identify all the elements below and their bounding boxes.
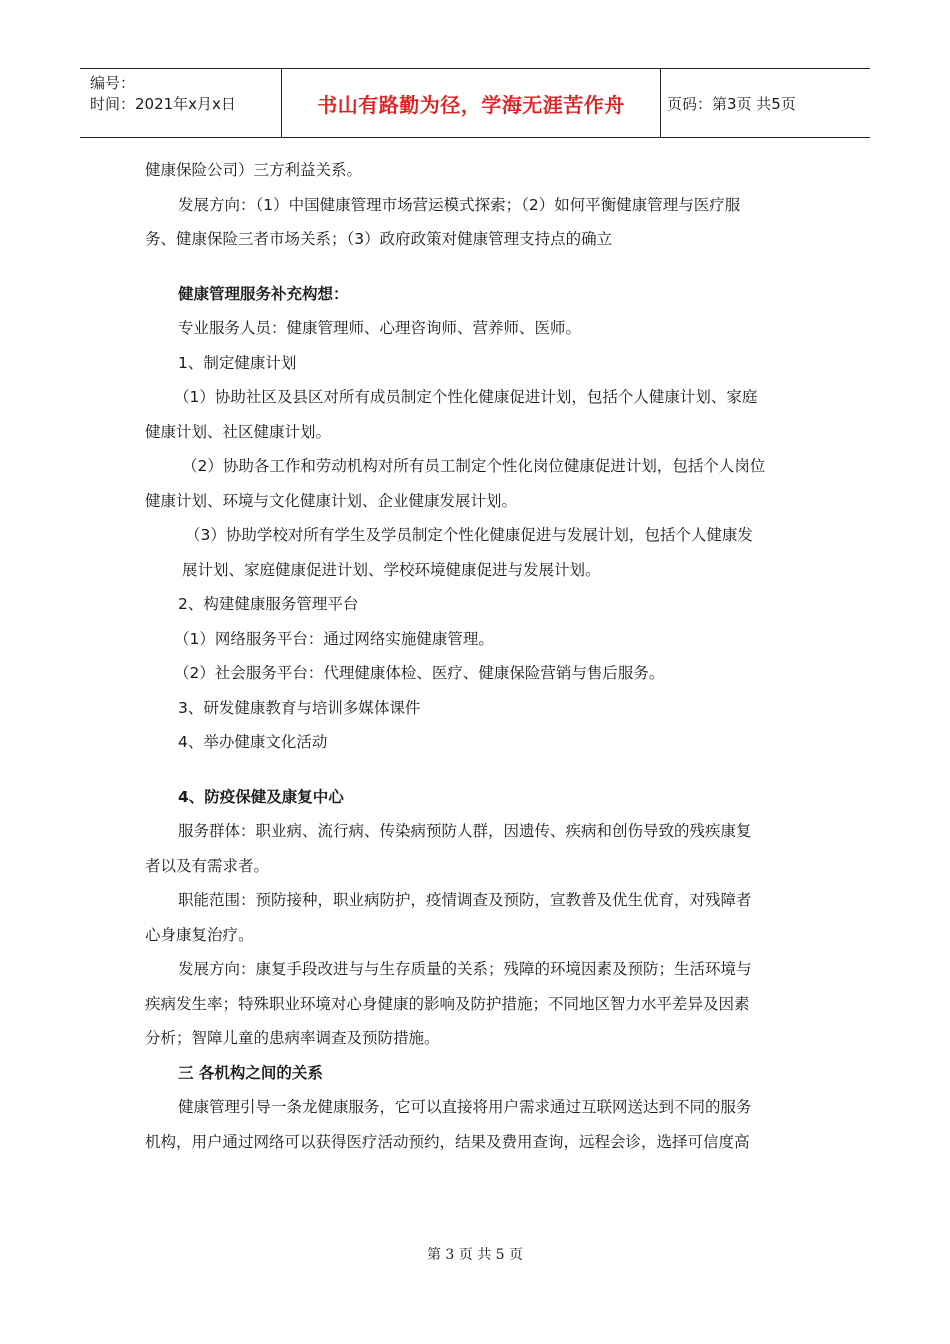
paragraph-line: 健康保险公司）三方利益关系。: [145, 161, 363, 179]
header-page-info: 页码：第3页 共5页: [667, 94, 796, 113]
list-item: 1、制定健康计划: [178, 353, 297, 372]
header-meta: [80, 69, 282, 137]
date-label: 时间：2021年x月x日: [90, 95, 236, 113]
list-item: 2、构建健康服务管理平台: [178, 595, 359, 613]
page-footer: 第 3 页 共 5 页: [426, 1247, 524, 1263]
section-heading: 三 各机构之间的关系: [178, 1063, 323, 1082]
paragraph-line: 健康计划、环境与文化健康计划、企业健康发展计划。: [145, 491, 518, 510]
paragraph-line: 发展方向：康复手段改进与与生存质量的关系；残障的环境因素及预防；生活环境与: [178, 960, 752, 978]
document-body: [145, 153, 815, 1159]
paragraph-line: 健康计划、社区健康计划。: [145, 422, 332, 441]
list-item: （2）社会服务平台：代理健康体检、医疗、健康保险营销与售后服务。: [174, 664, 665, 682]
paragraph-line: 者以及有需求者。: [145, 856, 270, 875]
list-item: （1）网络服务平台：通过网络实施健康管理。: [174, 629, 494, 648]
paragraph-line: 专业服务人员：健康管理师、心理咨询师、营养师、医师。: [178, 319, 582, 337]
list-item: （1）协助社区及县区对所有成员制定个性化健康促进计划，包括个人健康计划、家庭: [174, 388, 758, 406]
list-item: 4、举办健康文化活动: [178, 733, 328, 751]
section-heading: 健康管理服务补充构想：: [178, 284, 349, 303]
paragraph-line: 心身康复治疗。: [145, 925, 254, 944]
page-header: [80, 68, 870, 138]
serial-label: 编号：: [90, 74, 136, 92]
paragraph-line: 发展方向：（1）中国健康管理市场营运模式探索；（2）如何平衡健康管理与医疗服: [178, 195, 741, 214]
paragraph-line: 分析；智障儿童的患病率调查及预防措施。: [145, 1029, 440, 1047]
list-item: （2）协助各工作和劳动机构对所有员工制定个性化岗位健康促进计划，包括个人岗位: [182, 457, 766, 475]
paragraph-line: 务、健康保险三者市场关系；（3）政府政策对健康管理支持点的确立: [145, 230, 613, 248]
list-item: 3、研发健康教育与培训多媒体课件: [178, 698, 421, 717]
list-item: （3）协助学校对所有学生及学员制定个性化健康促进与发展计划，包括个人健康发: [185, 526, 753, 544]
paragraph-line: 机构，用户通过网络可以获得医疗活动预约，结果及费用查询，远程会诊，选择可信度高: [145, 1132, 750, 1151]
section-heading: 4、防疫保健及康复中心: [178, 787, 344, 806]
paragraph-line: 服务群体：职业病、流行病、传染病预防人群，因遗传、疾病和创伤导致的残疾康复: [178, 822, 752, 840]
paragraph-line: 展计划、家庭健康促进计划、学校环境健康促进与发展计划。: [182, 560, 601, 579]
paragraph-line: 职能范围：预防接种，职业病防护，疫情调查及预防，宣教普及优生优育，对残障者: [178, 891, 752, 909]
paragraph-line: 健康管理引导一条龙健康服务，它可以直接将用户需求通过互联网送达到不同的服务: [178, 1098, 752, 1116]
paragraph-line: 疾病发生率；特殊职业环境对心身健康的影响及防护措施；不同地区智力水平差异及因素: [145, 994, 750, 1013]
header-motto: 书山有路勤为径，学海无涯苦作舟: [282, 69, 661, 137]
